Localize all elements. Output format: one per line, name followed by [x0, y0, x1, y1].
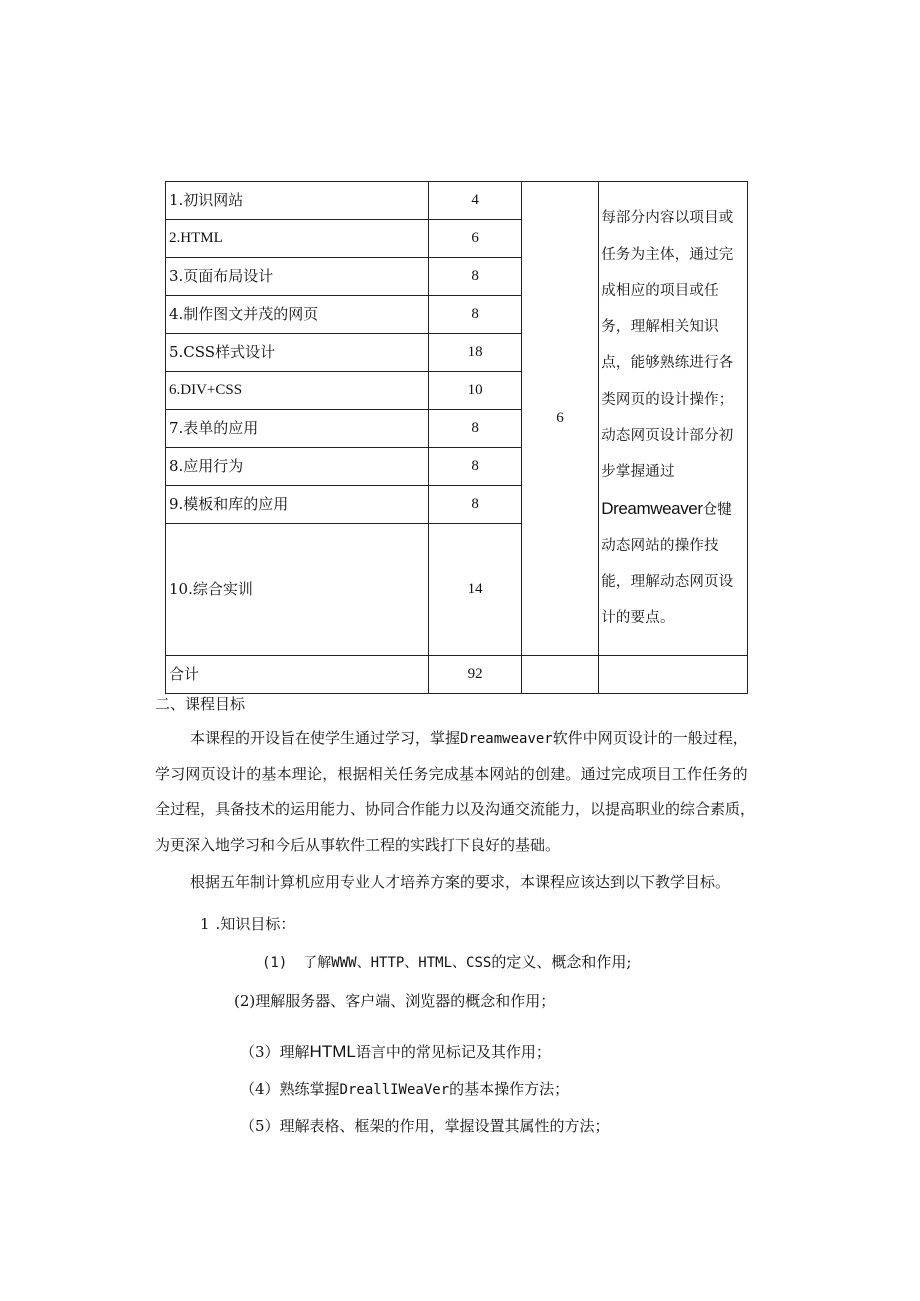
merged-value-cell: 6: [521, 182, 598, 656]
teaching-note: 每部分内容以项目或 任务为主体，通过完 成相应的项目或任 务，理解相关知识 点，能够熟练进行各 类网页的设计操作； 动态网页设计部分初 步掌握通过 Dreamweaver仓犍 动态网站的操作技 能，理解动态网页设 计的要点。: [601, 210, 734, 627]
unit-hours: 18: [429, 334, 521, 372]
goal-item-4: （4）熟练掌握DreallIWeaVer的基本操作方法；: [240, 1080, 570, 1098]
unit-title: 7.表单的应用: [166, 410, 429, 448]
unit-title: 9.模板和库的应用: [166, 486, 429, 524]
section-heading: 二、课程目标: [155, 695, 246, 713]
course-hours-table: [165, 181, 748, 694]
goal-item-3: （3）理解HTML语言中的常见标记及其作用；: [240, 1042, 551, 1061]
total-label: 合计: [166, 656, 429, 694]
table-row: [166, 182, 748, 220]
total-empty-note-cell: [599, 656, 748, 694]
table-total-row: [166, 656, 748, 694]
unit-hours: 8: [429, 410, 521, 448]
unit-hours: 6: [429, 220, 521, 258]
total-hours: 92: [429, 656, 521, 694]
unit-title: 4.制作图文并茂的网页: [166, 296, 429, 334]
unit-title: 8.应用行为: [166, 448, 429, 486]
unit-hours: 8: [429, 258, 521, 296]
unit-title: 5.CSS样式设计: [166, 334, 429, 372]
unit-title: 2.HTML: [166, 220, 429, 258]
unit-hours: 4: [429, 182, 521, 220]
unit-title: 3.页面布局设计: [166, 258, 429, 296]
intro-line-3: 全过程，具备技术的运用能力、协同合作能力以及沟通交流能力，以提高职业的综合素质，: [155, 800, 756, 818]
goal-item-5: （5）理解表格、框架的作用，掌握设置其属性的方法；: [240, 1117, 610, 1135]
goal-item-1: (1) 了解WWW、HTTP、HTML、CSS的定义、概念和作用;: [262, 953, 632, 971]
teaching-note-cell: [599, 182, 748, 656]
total-empty-cell: [521, 656, 598, 694]
goal-paragraph: 根据五年制计算机应用专业人才培养方案的要求，本课程应该达到以下教学目标。: [190, 873, 731, 891]
unit-hours: 14: [429, 524, 521, 656]
unit-title: 10.综合实训: [166, 524, 429, 656]
intro-line-4: 为更深入地学习和今后从事软件工程的实践打下良好的基础。: [155, 836, 561, 854]
unit-hours: 8: [429, 448, 521, 486]
intro-line-1: 本课程的开设旨在使学生通过学习，掌握Dreamweaver软件中网页设计的一般过程，: [190, 729, 748, 747]
unit-title: 1.初识网站: [166, 182, 429, 220]
unit-hours: 8: [429, 296, 521, 334]
knowledge-goal-heading: 1 .知识目标：: [200, 915, 296, 933]
unit-hours: 10: [429, 372, 521, 410]
unit-hours: 8: [429, 486, 521, 524]
intro-line-2: 学习网页设计的基本理论，根据相关任务完成基本网站的创建。通过完成项目工作任务的: [155, 765, 748, 783]
goal-item-2: (2)理解服务器、客户端、浏览器的概念和作用；: [234, 992, 556, 1010]
unit-title: 6.DIV+CSS: [166, 372, 429, 410]
